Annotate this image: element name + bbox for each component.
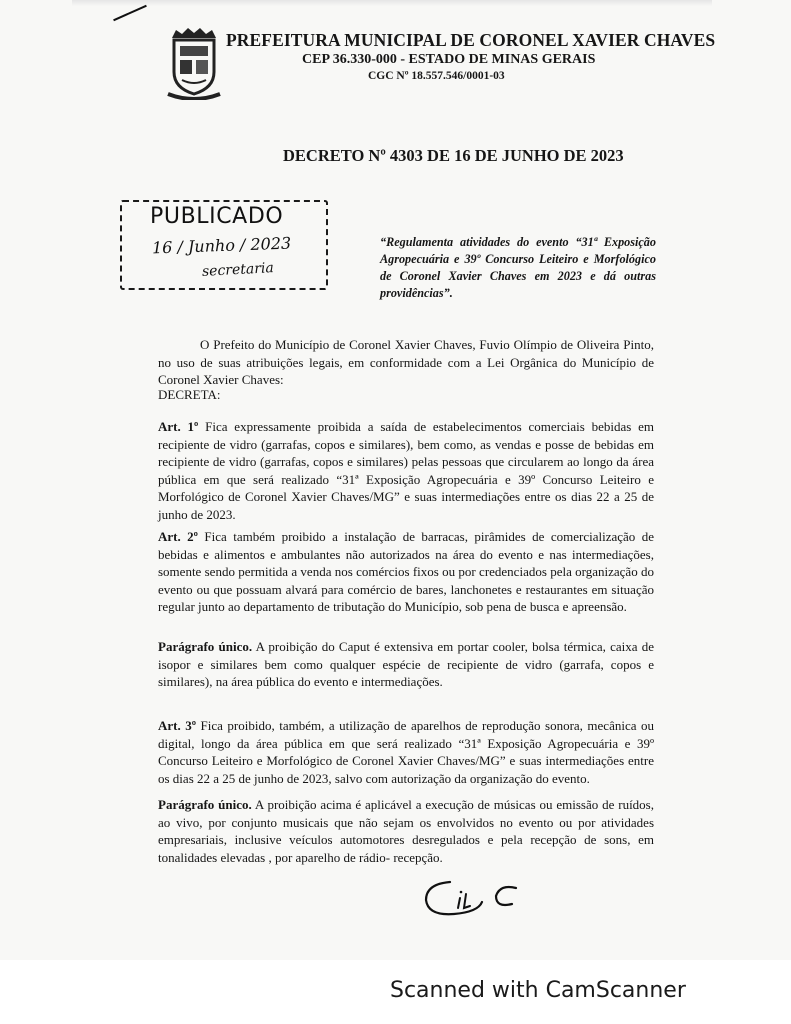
stamp-label: PUBLICADO <box>150 204 284 229</box>
decree-title: DECRETO Nº 4303 DE 16 DE JUNHO DE 2023 <box>283 146 624 165</box>
mayor-signature <box>420 872 520 922</box>
article-1-label: Art. 1º <box>158 419 199 434</box>
article-2-text: Fica também proibido a instalação de barracas, pirâmides de comercialização de bebidas e alimentos e ambulantes não autorizados na área do evento e nas intermediações, somente sendo permitida a venda nos comércios fixos ou por credenciados pela organização do evento ou que possuam alvará para comércio de bares, lanchonetes e restaurantes em situação regular junto ao departamento de tributação do Município, sob pena de busca e apreensão. <box>158 529 654 614</box>
article-2 <box>158 528 654 616</box>
pen-mark <box>113 5 147 21</box>
published-stamp <box>120 200 328 290</box>
article-1 <box>158 418 654 523</box>
stamp-date: 16 / Junho / 2023 <box>151 233 292 258</box>
decree-summary: “Regulamenta atividades do evento “31ª Exposição Agropecuária e 39º Concurso Leiteiro e Morfológico de Coronel Xavier Chaves em 2023 e dá outras providências”. <box>380 235 656 300</box>
scan-shadow <box>72 0 712 6</box>
article-3-text: Fica proibido, também, a utilização de aparelhos de reprodução sonora, mecânica ou digital, longo da área pública em que será realizado “31ª Exposição Agropecuária e 39º Concurso Leiteiro e Morfológico de Coronel Xavier Chaves/MG” e suas intermediações entre os dias 22 a 25 de junho de 2023, salvo com autorização da organização do evento. <box>158 718 654 786</box>
address-line: CEP 36.330-000 - ESTADO DE MINAS GERAIS <box>302 52 596 67</box>
scanner-watermark: Scanned with CamScanner <box>390 978 686 1003</box>
letterhead <box>226 30 716 82</box>
article-2-label: Art. 2º <box>158 529 198 544</box>
stamp-signature: secretaria <box>201 260 275 280</box>
cgc-number: CGC Nº 18.557.546/0001-03 <box>368 70 505 82</box>
decreta-heading: DECRETA: <box>158 387 221 402</box>
sole-paragraph-1 <box>158 638 654 691</box>
sole-paragraph-2 <box>158 796 654 866</box>
sole-paragraph-2-label: Parágrafo único. <box>158 797 252 812</box>
article-3 <box>158 717 654 787</box>
sole-paragraph-1-label: Parágrafo único. <box>158 639 253 654</box>
municipal-crest-icon <box>166 24 222 100</box>
sole-paragraph-2-text: A proibição acima é aplicável a execução de músicas ou emissão de ruídos, ao vivo, por conjunto musicais que não sejam os envolvidos no evento ou por atividades empresariais, inclusive veículos automotores desregulados e pela recepção de sons, em tonalidades elevadas , por aparelho de rádio- recepção. <box>158 797 654 865</box>
article-3-label: Art. 3º <box>158 718 197 733</box>
article-1-text: Fica expressamente proibida a saída de estabelecimentos comerciais bebidas em recipiente de vidro (garrafas, copos e similares), bem como, as vendas e posse de bebidas em recipiente de vidro (garrafas, copos e similares) pelas pessoas que circularem ao longo da área pública em que será realizado “31ª Exposição Agropecuária e 39º Concurso Leiteiro e Morfológico de Coronel Xavier Chaves/MG” e suas intermediações entre os dias 22 a 25 de junho de 2023. <box>158 419 654 522</box>
intro-paragraph: O Prefeito do Município de Coronel Xavier Chaves, Fuvio Olímpio de Oliveira Pinto, no uso de suas atribuições legais, em conformidade com a Lei Orgânica do Município de Coronel Xavier Chaves: <box>158 337 654 387</box>
municipality-name: PREFEITURA MUNICIPAL DE CORONEL XAVIER CHAVES <box>226 30 716 50</box>
sole-paragraph-1-text: A proibição do Caput é extensiva em portar cooler, bolsa térmica, caixa de isopor e similares bem como qualquer espécie de recipiente de vidro (garrafa, copos e similares), na área pública do evento e intermediações. <box>158 639 654 689</box>
